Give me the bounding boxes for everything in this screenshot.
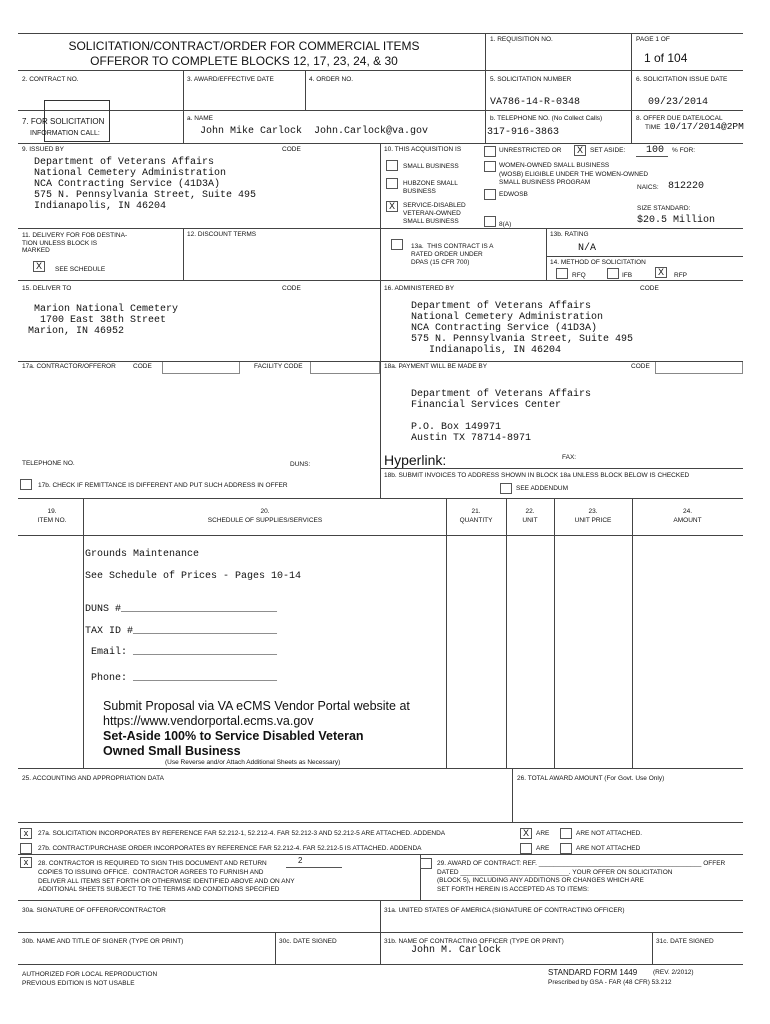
issued-by-code-label: CODE [282,146,301,153]
method-label: 14. METHOD OF SOLICITATION [550,259,646,266]
accounting-label: 25. ACCOUNTING AND APPROPRIATION DATA [22,775,164,782]
tax-id-field: TAX ID #________________________ [85,626,278,637]
eight-a-checkbox[interactable] [484,216,496,227]
small-business-checkbox[interactable] [386,160,398,171]
eight-a-label: 8(A) [499,221,512,228]
administered-by-code-label: CODE [640,285,659,292]
27b-label: 27b. CONTRACT/PURCHASE ORDER INCORPORATES BY REFERENCE FAR 52.212-4. FAR 52.212-5 IS ATTACHED. ADDENDA [38,845,422,852]
offer-due-label: 8. OFFER DUE DATE/LOCAL [636,115,723,122]
unrestricted-label: UNRESTRICTED OR [499,147,562,154]
title-line-1: SOLICITATION/CONTRACT/ORDER FOR COMMERCIAL ITEMS [68,39,420,53]
contractor-code-label: CODE [133,363,152,370]
31b-label: 31b. NAME OF CONTRACTING OFFICER (TYPE OR PRINT) [384,938,564,945]
telephone-value: 317-916-3863 [487,127,560,138]
27b-not-attached-label: ARE NOT ATTACHED [576,845,641,852]
deliver-to-code-label: CODE [282,285,301,292]
col-quantity: 21. QUANTITY [459,508,493,524]
hubzone-checkbox[interactable] [386,178,398,189]
contact-name: John Mike Carlock [200,126,303,137]
duns-label: DUNS: [290,461,311,468]
page-count: 1 of 104 [644,51,688,65]
sdvosb-label: SERVICE-DISABLED VETERAN-OWNED SMALL BUSINESS [403,202,466,225]
rfq-checkbox[interactable] [556,268,568,279]
remittance-label: 17b. CHECK IF REMITTANCE IS DIFFERENT AND PUT SUCH ADDRESS IN OFFER [38,482,288,489]
wosb-label: WOMEN-OWNED SMALL BUSINESS (WOSB) ELIGIBLE UNDER THE WOMEN-OWNED SMALL BUSINESS PROGRAM [499,162,649,186]
total-award-label: 26. TOTAL AWARD AMOUNT (For Govt. Use Only) [517,775,665,782]
size-standard-label: SIZE STANDARD: [637,205,691,212]
requisition-label: 1. REQUISITION NO. [490,36,553,43]
29-checkbox[interactable] [420,858,432,869]
29-award-text: 29. AWARD OF CONTRACT: REF. _____________________________________________ OFFER DATED ______________________________. YOUR OFFER ON SOLICITATION (BLOCK 5), INCLUDING ANY ADDITIONS OR CHANGES WHICH ARE SET FORTH HEREIN IS ACCEPTED AS TO ITEMS: [437,860,726,893]
prescribed-by-label: Prescribed by GSA - FAR (48 CFR) 53.212 [548,979,672,986]
fax-label: FAX: [562,454,577,461]
edwosb-checkbox[interactable] [484,189,496,200]
ifb-checkbox[interactable] [607,268,619,279]
rating-label: 13b. RATING [550,231,589,238]
hubzone-label: HUBZONE SMALL BUSINESS [403,180,458,195]
facility-code-field[interactable] [310,362,380,374]
size-standard-value: $20.5 Million [637,215,716,226]
delivery-label: 11. DELIVERY FOR FOB DESTINA- TION UNLESS BLOCK IS MARKED [22,232,128,254]
reverse-sheets-note: (Use Reverse and/or Attach Additional Sheets as Necessary) [165,759,341,766]
see-addendum-checkbox[interactable] [500,483,512,494]
30b-label: 30b. NAME AND TITLE OF SIGNER (TYPE OR PRINT) [22,938,184,945]
schedule-item-prices: See Schedule of Prices - Pages 10-14 [85,571,302,582]
28-checkbox[interactable]: x [20,857,32,868]
payment-code-label: CODE [631,363,650,370]
rfq-label: RFQ [572,272,586,279]
issued-by-label: 9. ISSUED BY [22,146,64,153]
submit-invoices-label: 18b. SUBMIT INVOICES TO ADDRESS SHOWN IN BLOCK 18a UNLESS BLOCK BELOW IS CHECKED [384,472,690,479]
payment-address: Department of Veterans Affairs Financial Services Center P.O. Box 149971 Austin TX 78714-8971 [411,389,592,444]
revision-label: (REV. 2/2012) [653,969,694,976]
set-aside-checkbox[interactable]: X [574,145,586,156]
solicitation-info-label-1: 7. FOR SOLICITATION [22,117,105,126]
deliver-to-label: 15. DELIVER TO [22,285,72,292]
solicitation-number: VA786-14-R-0348 [490,97,581,108]
name-label: a. NAME [187,115,214,122]
proposal-line-3: Set-Aside 100% to Service Disabled Veteran [103,729,364,743]
duns-field: DUNS #__________________________ [85,604,278,615]
rated-order-checkbox[interactable] [391,239,403,250]
proposal-line-1: Submit Proposal via VA eCMS Vendor Portal website at [103,699,410,713]
remittance-checkbox[interactable] [20,479,32,490]
contractor-label: 17a. CONTRACTOR/OFFEROR [22,363,116,370]
page-label: PAGE 1 OF [636,36,670,43]
edwosb-label: EDWOSB [499,191,528,198]
acquisition-label: 10. THIS ACQUISITION IS [384,146,462,153]
contractor-code-field[interactable] [162,362,240,374]
see-addendum-label: SEE ADDENDUM [516,485,569,492]
telephone-label: b. TELEPHONE NO. (No Collect Calls) [490,115,603,122]
title-line-2: OFFEROR TO COMPLETE BLOCKS 12, 17, 23, 24, & 30 [90,54,398,68]
issue-date-label: 6. SOLICITATION ISSUE DATE [636,76,728,83]
naics-value: 812220 [668,181,705,192]
27b-are-checkbox[interactable] [520,843,532,854]
rfp-checkbox[interactable]: X [655,267,667,278]
28-copies: 2 [298,856,303,865]
phone-field: Phone: ________________________ [79,673,278,684]
28-text-cont: COPIES TO ISSUING OFFICE. CONTRACTOR AGREES TO FURNISH AND DELIVER ALL ITEMS SET FORTH OR OTHERWISE IDENTIFIED ABOVE AND ON ANY ADDITIONAL SHEETS SUBJECT TO THE TERMS AND CONDITIONS SPECIFIED [38,869,295,893]
order-no-label: 4. ORDER NO. [309,76,354,83]
set-aside-percent: 100 [646,145,665,156]
facility-code-label: FACILITY CODE [254,363,303,370]
issue-date: 09/23/2014 [648,97,709,108]
payment-code-field[interactable] [655,362,743,374]
hyperlink-label[interactable]: Hyperlink: [384,452,447,468]
telephone-no-label: TELEPHONE NO. [22,460,75,467]
proposal-line-4: Owned Small Business [103,744,241,758]
30c-label: 30c. DATE SIGNED [279,938,337,945]
solicitation-info-label-2: INFORMATION CALL: [30,130,100,137]
deliver-to-address: Marion National Cemetery 1700 East 38th Street Marion, IN 46952 [28,304,179,337]
28-copies-line [286,867,342,868]
percent-for-label: % FOR: [672,147,696,154]
rated-order-label: 13a. THIS CONTRACT IS A RATED ORDER UNDER DPAS (15 CFR 700) [411,243,494,266]
standard-form-label: STANDARD FORM 1449 [548,968,638,977]
solicitation-number-label: 5. SOLICITATION NUMBER [490,76,572,83]
proposal-line-2: https://www.vendorportal.ecms.va.gov [103,714,314,728]
form-title [24,39,464,69]
unrestricted-checkbox[interactable] [484,146,496,157]
28-label: 28. CONTRACTOR IS REQUIRED TO SIGN THIS DOCUMENT AND RETURN [38,860,267,867]
naics-label: NAICS: [637,184,659,191]
wosb-checkbox[interactable] [484,161,496,172]
31c-label: 31c. DATE SIGNED [656,938,714,945]
27a-label: 27a. SOLICITATION INCORPORATES BY REFERENCE FAR 52.212-1, 52.212-4. FAR 52.212-3 AND 52.212-5 ARE ATTACHED. ADDENDA [38,830,446,837]
27a-checkbox[interactable]: x [20,828,32,839]
col-schedule: 20. SCHEDULE OF SUPPLIES/SERVICES [207,508,323,524]
contact-email: John.Carlock@va.gov [314,126,429,137]
30a-label: 30a. SIGNATURE OF OFFEROR/CONTRACTOR [22,907,166,914]
sdvosb-checkbox[interactable]: X [386,201,398,212]
27a-are-checkbox[interactable]: X [520,828,532,839]
col-amount: 24. AMOUNT [673,508,702,524]
rating-value: N/A [578,243,597,254]
contracting-officer-name: John M. Carlock [411,945,502,956]
see-schedule-checkbox[interactable]: X [33,261,45,272]
rfp-label: RFP [674,272,687,279]
footer-authorization: AUTHORIZED FOR LOCAL REPRODUCTION PREVIOUS EDITION IS NOT USABLE [22,971,158,987]
time-label: TIME [645,124,661,131]
27a-are-label: ARE [536,830,550,837]
col-item-no: 19. ITEM NO. [37,508,67,524]
col-unit: 22. UNIT [522,508,538,524]
31a-label: 31a. UNITED STATES OF AMERICA (SIGNATURE OF CONTRACTING OFFICER) [384,907,625,914]
issued-by-address: Department of Veterans Affairs National Cemetery Administration NCA Contracting Service (41D3A) 575 N. Pennsylvania Street, Suite 495 Indianapolis, IN 46204 [34,157,257,212]
administered-by-label: 16. ADMINISTERED BY [384,285,455,292]
27b-are-label: ARE [536,845,550,852]
administered-by-address: Department of Veterans Affairs National Cemetery Administration NCA Contracting Service (41D3A) 575 N. Pennsylvania Street, Suite 495 Indianapolis, IN 46204 [411,301,634,356]
ifb-label: IFB [622,272,633,279]
27b-checkbox[interactable] [20,843,32,854]
discount-terms-label: 12. DISCOUNT TERMS [187,231,257,238]
set-aside-percent-box [636,144,668,157]
proposal-line-4-clip [103,744,403,758]
see-schedule-label: SEE SCHEDULE [55,266,106,273]
payment-label: 18a. PAYMENT WILL BE MADE BY [384,363,488,370]
27a-not-attached-checkbox[interactable] [560,828,572,839]
col-unit-price: 23. UNIT PRICE [574,508,612,524]
small-business-label: SMALL BUSINESS [403,163,459,170]
schedule-item-grounds: Grounds Maintenance [85,549,200,560]
set-aside-label: SET ASIDE: [590,147,626,154]
27b-not-attached-checkbox[interactable] [560,843,572,854]
offer-due-value: 10/17/2014@2PM [664,121,744,132]
27a-not-attached-label: ARE NOT ATTACHED. [576,830,643,837]
email-field: Email: ________________________ [79,647,278,658]
award-date-label: 3. AWARD/EFFECTIVE DATE [187,76,274,83]
contract-no-label: 2. CONTRACT NO. [22,76,79,83]
